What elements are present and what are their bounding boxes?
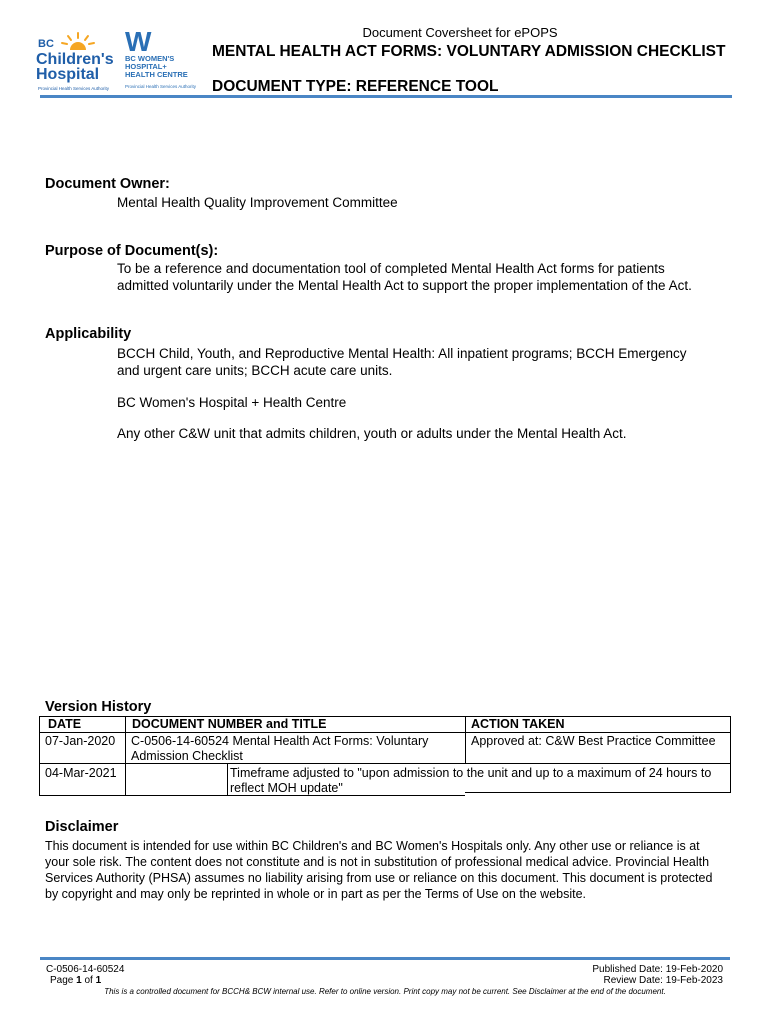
row-2-action-line-1: Timeframe adjusted to "upon admission to the unit and up to a maximum of 24 hours to [230,766,712,780]
disclaimer-line-1: This document is intended for use within BC Children's and BC Women's Hospitals only. Any other use or reliance is at [45,839,700,853]
bcch-logo-sub: Provincial Health Services Authority [38,86,110,91]
table-header-divider [39,732,731,733]
table-column-divider-2 [227,763,228,796]
bcw-logo-line2: HOSPITAL+ [125,62,167,71]
document-type: DOCUMENT TYPE: REFERENCE TOOL [212,78,499,95]
owner-heading: Document Owner: [45,176,170,192]
footer-divider [40,957,730,960]
table-row-divider-right [465,763,731,764]
row-1-action: Approved at: C&W Best Practice Committee [471,734,716,748]
row-2-action-line-2: reflect MOH update" [230,781,343,795]
disclaimer-line-2: your sole risk. The content does not constitute and is not in substitution of professional medical advice. Provincial Health [45,855,710,869]
applicability-line-2: and urgent care units; BCCH acute care units. [117,363,393,378]
version-history-table [39,716,731,796]
purpose-line-1: To be a reference and documentation tool of completed Mental Health Act forms for patients [117,261,665,276]
applicability-para-2: BC Women's Hospital + Health Centre [117,395,347,410]
table-column-divider-3 [465,716,466,763]
footer-review-date: Review Date: 19-Feb-2023 [603,975,723,986]
bcw-logo [121,26,213,94]
table-border-bottom-left [39,795,125,796]
table-border-left [39,716,40,796]
bcw-logo-name [125,55,188,79]
bcw-logo-mark: W [125,26,152,57]
applicability-heading: Applicability [45,326,132,342]
page-total: 1 [95,975,102,986]
page-prefix: Page [50,975,77,986]
purpose-heading: Purpose of Document(s): [45,243,219,259]
applicability-para-1 [117,345,737,379]
bcw-logo-sub: Provincial Health Services Authority [125,84,197,89]
header-divider [40,95,732,98]
page-of: of [81,975,96,986]
applicability-para-3: Any other C&W unit that admits children, youth or adults under the Mental Health Act. [117,426,627,441]
bcch-logo-name [36,52,114,82]
disclaimer-text [45,838,735,902]
footer-doc-number: C-0506-14-60524 [46,964,125,975]
column-header-action: ACTION TAKEN [471,717,565,731]
applicability-line-1: BCCH Child, Youth, and Reproductive Mental Health: All inpatient programs; BCCH Emergency [117,346,687,361]
table-row-divider-left [39,763,465,764]
row-1-title-line-2: Admission Checklist [131,749,243,763]
page-current: 1 [76,975,82,986]
bcch-logo-bc: BC [38,38,54,50]
bcch-logo-line2: Children's [36,51,114,68]
owner-text: Mental Health Quality Improvement Committee [117,195,398,210]
table-border-top [39,716,731,717]
row-1-date: 07-Jan-2020 [45,734,116,748]
column-header-document: DOCUMENT NUMBER and TITLE [132,717,327,731]
footer-page-number [46,975,124,986]
bcch-logo [36,30,126,94]
document-title: MENTAL HEALTH ACT FORMS: VOLUNTARY ADMISSION CHECKLIST [212,43,726,60]
table-border-bottom-mid [125,795,465,796]
purpose-text [117,260,737,294]
row-2-date: 04-Mar-2021 [45,766,117,780]
table-border-right [730,716,731,793]
row-1-title-line-1: C-0506-14-60524 Mental Health Act Forms: Voluntary [131,734,429,748]
bcw-logo-line1: BC WOMEN'S [125,54,175,63]
footer-left [46,964,124,986]
table-column-divider-1 [125,716,126,796]
footer-control-note: This is a controlled document for BCCH& BCW internal use. Refer to online version. Print copy may not be current. See Disclaimer at the end of the document. [104,987,666,996]
coversheet-label: Document Coversheet for ePOPS [362,25,558,40]
footer-published-date: Published Date: 19-Feb-2020 [592,964,723,975]
footer-right [500,964,723,986]
row-1-title [131,734,461,764]
table-border-bottom-right [465,792,731,793]
disclaimer-line-4: by copyright and may only be reprinted in whole or in part as per the Terms of Use on the website. [45,887,587,901]
disclaimer-line-3: Services Authority (PHSA) assumes no liability arising from use or reliance on this document. This document is protected [45,871,713,885]
version-history-heading: Version History [45,699,152,715]
bcw-logo-line3: HEALTH CENTRE [125,70,188,79]
sun-icon [58,30,98,52]
disclaimer-heading: Disclaimer [45,819,119,835]
column-header-date: DATE [48,717,82,731]
purpose-line-2: admitted voluntarily under the Mental Health Act to support the proper implementation of the Act. [117,278,692,293]
bcch-logo-line3: Hospital [36,66,100,83]
